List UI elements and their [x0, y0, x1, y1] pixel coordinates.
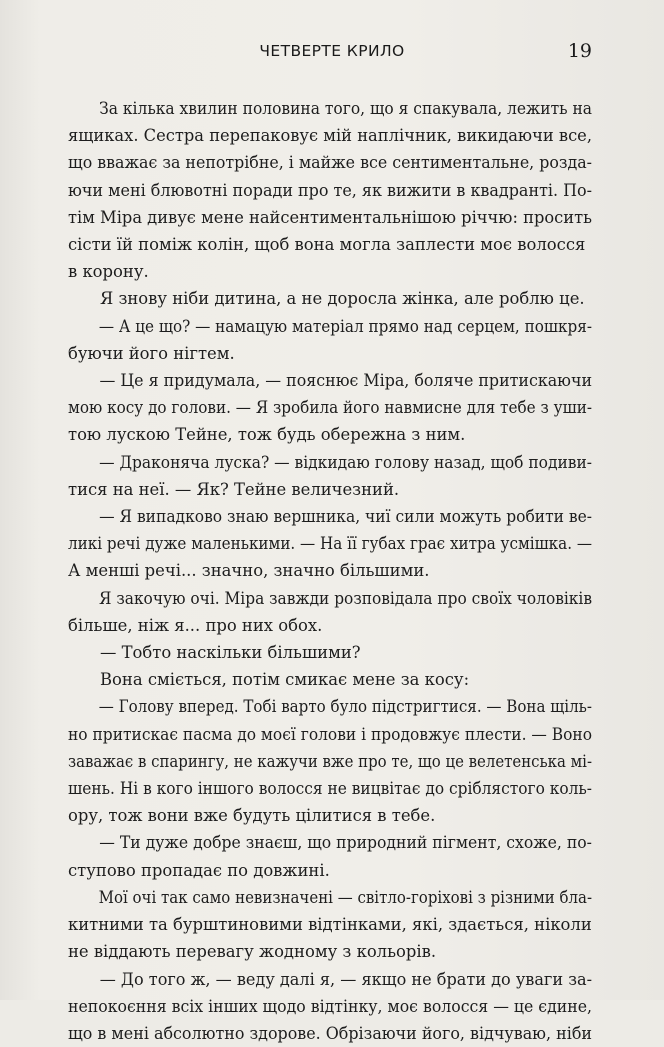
- text-line: — А це що? — намацую матеріал прямо над серцем, пошкря-: [98, 316, 592, 336]
- text-line: в корону.: [68, 262, 149, 282]
- text-line: А менші речі... значно, значно більшими.: [68, 561, 430, 581]
- running-title: ЧЕТВЕРТЕ КРИЛО: [259, 42, 405, 60]
- text-line: Я знову ніби дитина, а не доросла жінка, але роблю це.: [100, 289, 585, 309]
- text-line: тою лускою Тейне, тож будь обережна з ним.: [68, 425, 466, 445]
- text-line: — Я випадково знаю вершника, чиї сили можуть робити ве-: [99, 507, 593, 527]
- body-text: [68, 95, 592, 1047]
- text-line: мою косу до голови. — Я зробила його навмисне для тебе з уши-: [68, 398, 593, 418]
- text-line: сісти їй поміж колін, щоб вона могла заплести моє волосся: [68, 235, 586, 255]
- text-line: що вважає за непотрібне, і майже все сентиментальне, розда-: [68, 153, 593, 173]
- text-line: більше, ніж я... про них обох.: [68, 615, 323, 635]
- text-line: — Драконяча луска? — відкидаю голову назад, щоб подиви-: [99, 452, 593, 472]
- text-line: тім Міра дивує мене найсентиментальнішою річчю: просить: [68, 207, 592, 227]
- text-line: ликі речі дуже маленькими. — На її губах грає хитра усмішка. —: [68, 534, 592, 554]
- text-line: — До того ж, — веду далі я, — якщо не брати до уваги за-: [99, 969, 593, 989]
- text-line: Вона сміється, потім смикає мене за косу:: [100, 670, 470, 690]
- text-line: шень. Ні в кого іншого волосся не вицвітає до сріблястого коль-: [68, 779, 592, 799]
- text-line: Мої очі так само невизначені — світло-горіхові з різними бла-: [98, 887, 593, 907]
- text-line: буючи його нігтем.: [68, 343, 235, 363]
- text-line: ору, тож вони вже будуть цілитися в тебе.: [68, 806, 436, 826]
- text-line: тися на неї. — Як? Тейне величезний.: [68, 479, 400, 499]
- text-line: Я закочую очі. Міра завжди розповідала про своїх чоловіків: [99, 588, 593, 608]
- text-line: непокоєння всіх інших щодо відтінку, моє волосся — це єдине,: [68, 996, 593, 1016]
- text-line: китними та бурштиновими відтінками, які, здається, ніколи: [68, 915, 592, 935]
- text-line: но притискає пасма до моєї голови і продовжує плести. — Воно: [68, 724, 593, 744]
- text-line: — Голову вперед. Тобі варто було підстригтися. — Вона щіль-: [98, 697, 592, 717]
- text-line: — Ти дуже добре знаєш, що природний пігмент, схоже, по-: [99, 833, 592, 853]
- text-line: не віддають перевагу жодному з кольорів.: [68, 942, 437, 962]
- text-line: заважає в спарингу, не кажучи вже про те, що це велетенська мі-: [68, 751, 592, 771]
- text-line: За кілька хвилин половина того, що я спакувала, лежить на: [99, 99, 593, 118]
- page-number: 19: [567, 40, 592, 62]
- text-line: — Це я придумала, — пояснює Міра, боляче притискаючи: [99, 371, 593, 391]
- text-line: — Тобто наскільки більшими?: [100, 643, 361, 663]
- text-line: ящиках. Сестра перепаковує мій наплічник, викидаючи все,: [68, 126, 592, 146]
- text-line: що в мені абсолютно здорове. Обрізаючи його, відчуваю, ніби: [68, 1023, 593, 1043]
- text-line: ючи мені блювотні поради про те, як вижити в квадранті. По-: [68, 180, 593, 200]
- text-line: ступово пропадає по довжині.: [68, 860, 330, 880]
